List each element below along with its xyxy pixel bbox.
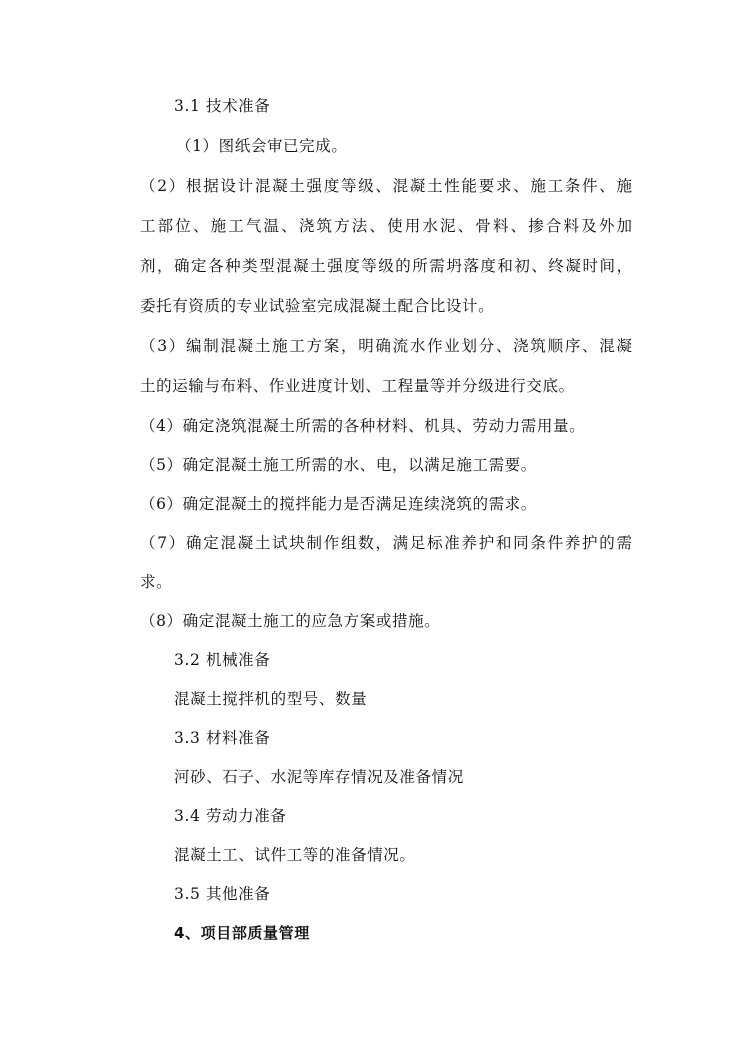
section-heading-4: 4、项目部质量管理 xyxy=(174,924,310,942)
section-heading-3-2: 3.2 机械准备 xyxy=(174,651,271,669)
labor-text: 混凝土工、试件工等的准备情况。 xyxy=(174,846,416,864)
section-heading-3-1: 3.1 技术准备 xyxy=(174,97,271,115)
paragraph-item-2-line-3: 剂，确定各种类型混凝土强度等级的所需坍落度和初、终凝时间， xyxy=(140,257,632,275)
materials-text: 河砂、石子、水泥等库存情况及准备情况 xyxy=(174,768,464,786)
paragraph-item-1: （1）图纸会审已完成。 xyxy=(176,137,348,155)
paragraph-item-5: （5）确定混凝土施工所需的水、电，以满足施工需要。 xyxy=(140,456,537,474)
paragraph-item-2-line-4: 委托有资质的专业试验室完成混凝土配合比设计。 xyxy=(140,297,495,315)
paragraph-item-2-line-1: （2）根据设计混凝土强度等级、混凝土性能要求、施工条件、施 xyxy=(140,177,632,195)
paragraph-item-7-line-1: （7）确定混凝土试块制作组数，满足标准养护和同条件养护的需 xyxy=(140,534,632,552)
section-heading-3-5: 3.5 其他准备 xyxy=(174,885,271,903)
paragraph-item-7-line-2: 求。 xyxy=(140,573,173,591)
paragraph-item-4: （4）确定浇筑混凝土所需的各种材料、机具、劳动力需用量。 xyxy=(140,417,586,435)
paragraph-item-3-line-1: （3）编制混凝土施工方案，明确流水作业划分、浇筑顺序、混凝 xyxy=(140,337,632,355)
paragraph-item-3-line-2: 土的运输与布料、作业进度计划、工程量等并分级进行交底。 xyxy=(140,377,575,395)
paragraph-item-8: （8）确定混凝土施工的应急方案或措施。 xyxy=(140,612,441,630)
machinery-text: 混凝土搅拌机的型号、数量 xyxy=(174,690,368,708)
paragraph-item-6: （6）确定混凝土的搅拌能力是否满足连续浇筑的需求。 xyxy=(140,495,537,513)
section-heading-3-4: 3.4 劳动力准备 xyxy=(174,807,287,825)
section-heading-3-3: 3.3 材料准备 xyxy=(174,729,271,747)
paragraph-item-2-line-2: 工部位、施工气温、浇筑方法、使用水泥、骨料、掺合料及外加 xyxy=(140,217,632,235)
